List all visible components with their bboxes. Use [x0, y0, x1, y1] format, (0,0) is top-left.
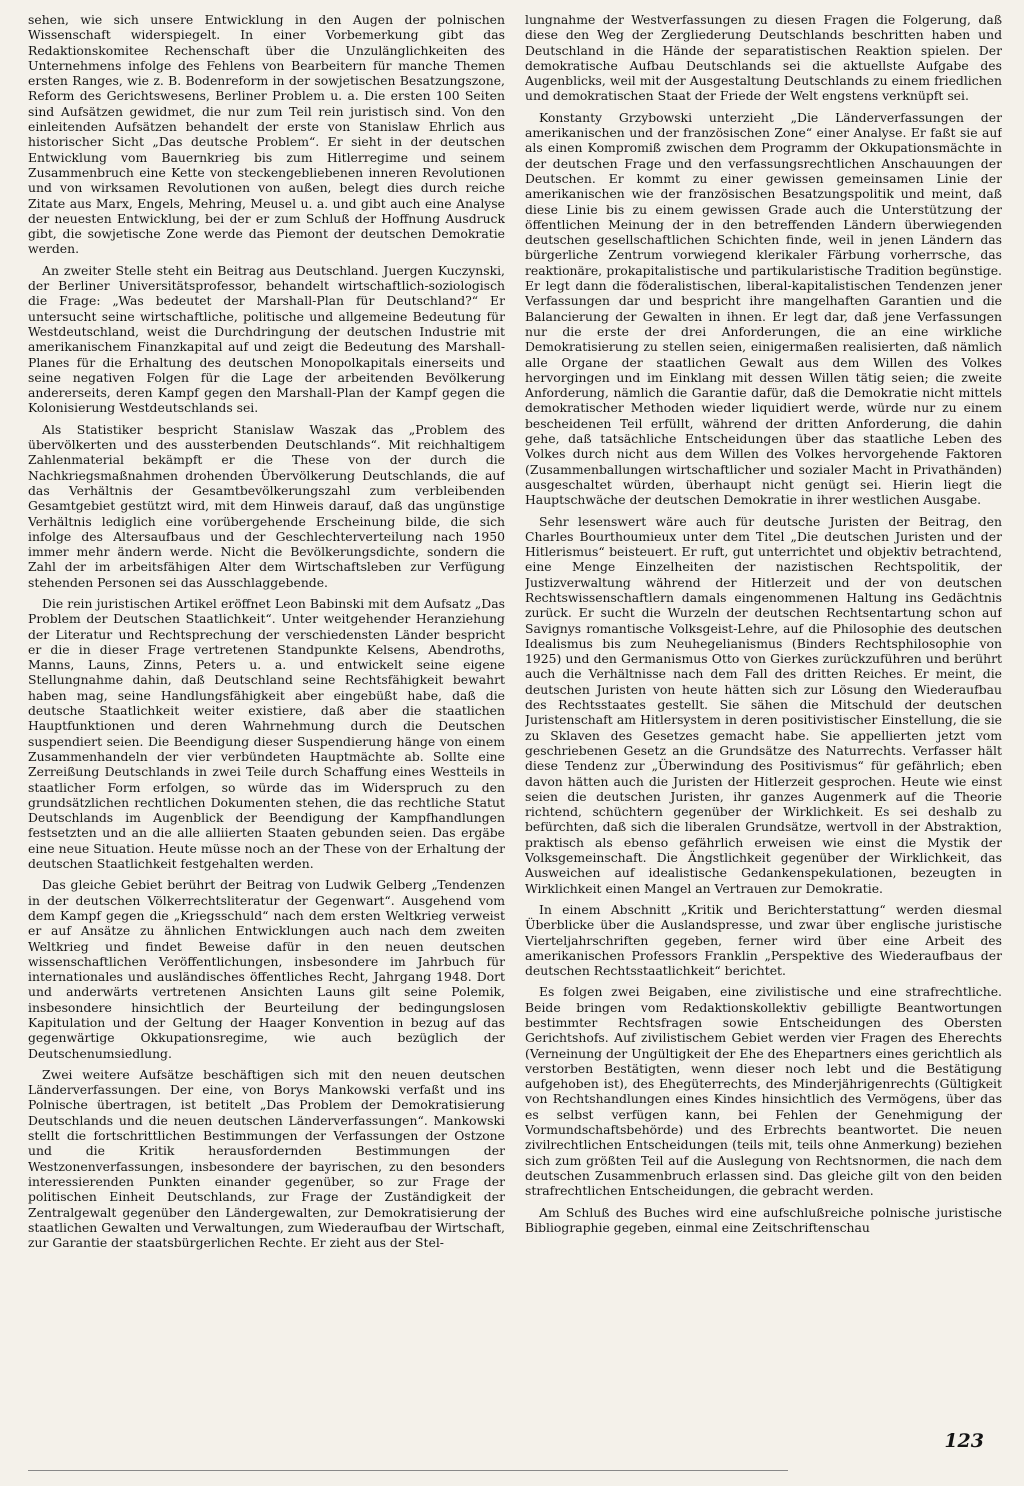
paragraph: In einem Abschnitt „Kritik und Berichterstattung“ werden diesmal Überblicke über die Auslandspresse, und zwar über englische juristische Vierteljahrschriften gegeben, ferner wird über eine Arbeit des amerikanischen Professors Franklin „Perspektive des Wiederaufbaus der deutschen Rechtsstaatlichkeit“ berichtet.	[525, 901, 1002, 979]
text-columns	[28, 12, 1002, 1408]
paragraph: Die rein juristischen Artikel eröffnet Leon Babinski mit dem Aufsatz „Das Problem der Deutschen Staatlichkeit“. Unter weitgehender Heranziehung der Literatur und Rechtsprechung der verschiedensten Länder bespricht er die in dieser Frage vertretenen Standpunkte Kelsens, Abendroths, Manns, Launs, Zinns, Peters u. a. und entwickelt seine eigene Stellungnahme dahin, daß Deutschland seine Rechtsfähigkeit bewahrt haben mag, seine Handlungsfähigkeit aber eingebüßt habe, daß die deutsche Staatlichkeit weiter existiere, daß aber die staatlichen Hauptfunktionen und deren Wahrnehmung durch die Deutschen suspendiert seien. Die Beendigung dieser Suspendierung hänge von einem Zusammenhandeln der vier verbündeten Hauptmächte ab. Sollte eine Zerreißung Deutschlands in zwei Teile durch Schaffung eines Westteils in staatlicher Form erfolgen, so würde das im Widerspruch zu den grundsätzlichen rechtlichen Dokumenten stehen, die das rechtliche Statut Deutschlands im Augenblick der Beendigung der Kampfhandlungen festsetzten und an die alle alliierten Staaten gebunden seien. Das ergäbe eine neue Situation. Heute müsse noch an der These von der Erhaltung der deutschen Staatlichkeit festgehalten werden.	[28, 595, 505, 872]
footer-rule	[28, 1470, 788, 1471]
paragraph: Zwei weitere Aufsätze beschäftigen sich mit den neuen deutschen Länderverfassungen. Der eine, von Borys Mankowski verfaßt und ins Polnische übertragen, ist betitelt „Das Problem der Demokratisierung Deutschlands und die neuen deutschen Länderverfassungen“. Mankowski stellt die fortschrittlichen Bestimmungen der Verfassungen der Ostzone und die Kritik herausfordernden Bestimmungen der Westzonenverfassungen, insbesondere der bayrischen, zu den besonders interessierenden Punkten einander gegenüber, so zur Frage der politischen Einheit Deutschlands, zur Frage der Zuständigkeit der Zentralgewalt gegenüber den Ländergewalten, zur Demokratisierung der staatlichen Gewalten und Verwaltungen, zum Wiederaufbau der Wirtschaft, zur Garantie der staatsbürgerlichen Rechte. Er zieht aus der Stel-	[28, 1066, 505, 1251]
right-column	[525, 12, 1002, 1408]
paragraph: An zweiter Stelle steht ein Beitrag aus Deutschland. Juergen Kuczynski, der Berliner Universitätsprofessor, behandelt wirtschaftlich-soziologisch die Frage: „Was bedeutet der Marshall-Plan für Deutschland?“ Er untersucht seine wirtschaftliche, politische und allgemeine Bedeutung für Westdeutschland, weist die Durchdringung der deutschen Industrie mit amerikanischem Finanzkapital auf und zeigt die Bedeutung des Marshall-Planes für die Erhaltung des deutschen Monopolkapitals einerseits und seine negativen Folgen für die Lage der arbeitenden Bevölkerung andererseits, deren Kampf gegen den Marshall-Plan der Kampf gegen die Kolonisierung Westdeutschlands sei.	[28, 262, 505, 416]
page-number: 123	[944, 1430, 984, 1452]
paragraph: Als Statistiker bespricht Stanislaw Waszak das „Problem des übervölkerten und des aussterbenden Deutschlands“. Mit reichhaltigem Zahlenmaterial bekämpft er die These von der durch die Nachkriegsmaßnahmen drohenden Übervölkerung Deutschlands, die auf das Verhältnis der Gesamtbevölkerungszahl zum verbleibenden Gesamtgebiet gestützt wird, mit dem Hinweis darauf, daß das ungünstige Verhältnis lediglich eine vorübergehende Erscheinung bilde, die sich infolge des Altersaufbaus und der Geschlechterverteilung nach 1950 immer mehr ändern werde. Nicht die Bevölkerungsdichte, sondern die Zahl der im arbeitsfähigen Alter dem Wirtschaftsleben zur Verfügung stehenden Personen sei das Ausschlaggebende.	[28, 421, 505, 590]
paragraph: Konstanty Grzybowski unterzieht „Die Länderverfassungen der amerikanischen und der französischen Zone“ einer Analyse. Er faßt sie auf als einen Kompromiß zwischen dem Programm der Okkupationsmächte in der deutschen Frage und den verfassungsrechtlichen Anschauungen der Deutschen. Er kommt zu einer gewissen gemeinsamen Linie der amerikanischen wie der französischen Besatzungspolitik und meint, daß diese Linie bis zu einem gewissen Grade auch die Unterstützung der öffentlichen Meinung der in den betreffenden Ländern überwiegenden deutschen gesellschaftlichen Schichten finde, weil in jenen Ländern das bürgerliche Zentrum vorwiegend klerikaler Färbung vorherrsche, das reaktionäre, prokapitalistische und partikularistische Tradition begünstige. Er legt dann die föderalistischen, liberal-kapitalistischen Tendenzen jener Verfassungen dar und bespricht ihre mangelhaften Garantien und die Balancierung der Gewalten in ihnen. Er legt dar, daß jene Verfassungen nur die erste der drei Anforderungen, die an eine wirkliche Demokratisierung zu stellen seien, einigermaßen realisierten, daß nämlich alle Organe der staatlichen Gewalt aus dem Willen des Volkes hervorgingen und im Einklang mit dessen Willen tätig seien; die zweite Anforderung, nämlich die Garantie dafür, daß die Demokratie nicht mittels demokratischer Methoden wieder liquidiert werde, würde nur zu einem bescheidenen Teil erfüllt, während der dritten Anforderung, die dahin gehe, daß tatsächliche Entscheidungen über das staatliche Leben des Volkes durch nicht aus dem Willen des Volkes hervorgehende Faktoren (Zusammenballungen wirtschaftlicher und sozialer Macht in Privathänden) ausgeschaltet würden, überhaupt nicht genügt sei. Hierin liegt die Hauptschwäche der deutschen Demokratie in ihrer westlichen Ausgabe.	[525, 109, 1002, 508]
paragraph: Sehr lesenswert wäre auch für deutsche Juristen der Beitrag, den Charles Bourthoumieux unter dem Titel „Die deutschen Juristen und der Hitlerismus“ beisteuert. Er ruft, gut unterrichtet und objektiv betrachtend, eine Menge Einzelheiten der nazistischen Rechtspolitik, der Justizverwaltung während der Hitlerzeit und der von deutschen Rechtswissenschaftlern damals eingenommenen Haltung ins Gedächtnis zurück. Er sucht die Wurzeln der deutschen Rechtsentartung schon auf Savignys romantische Volksgeist-Lehre, auf die Philosophie des deutschen Idealismus bis zum Neuhegelianismus (Binders Rechtsphilosophie von 1925) und den Germanismus Otto von Gierkes zurückzuführen und berührt auch die Verhältnisse nach dem Fall des dritten Reiches. Er meint, die deutschen Juristen von heute hätten sich zur Lösung den Wiederaufbau des Rechtsstaates gestellt. Sie sähen die Mitschuld der deutschen Juristenschaft am Hitlersystem in deren positivistischer Einstellung, die sie zu Sklaven des Gesetzes gemacht habe. Sie appellierten jetzt vom geschriebenen Gesetz an die Grundsätze des Naturrechts. Verfasser hält diese Tendenz zur „Überwindung des Positivismus“ für gefährlich; eben davon hätten auch die Juristen der Hitlerzeit gesprochen. Heute wie einst seien die deutschen Juristen, ihr ganzes Augenmerk auf die Theorie richtend, schüchtern gegenüber der Wirklichkeit. Es sei deshalb zu befürchten, daß sich die liberalen Grundsätze, wertvoll in der Abstraktion, praktisch als ebenso gefährlich erweisen wie einst die Mystik der Volksgemeinschaft. Die Ängstlichkeit gegenüber der Wirklichkeit, das Ausweichen auf idealistische Gedankenspekulationen, bezeugten in Wirklichkeit einen Mangel an Vertrauen zur Demokratie.	[525, 513, 1002, 896]
paragraph: Es folgen zwei Beigaben, eine zivilistische und eine strafrechtliche. Beide bringen vom Redaktionskollektiv gebilligte Beantwortungen bestimmter Rechtsfragen sowie Entscheidungen des Obersten Gerichtshofs. Auf zivilistischem Gebiet werden vier Fragen des Eherechts (Verneinung der Ungültigkeit der Ehe des Ehepartners eines gerichtlich als verstorben Bestätigten, wenn dieser noch lebt und die Bestätigung aufgehoben ist), des Ehegüterrechts, des Minderjährigenrechts (Gültigkeit von Rechtshandlungen eines Kindes hinsichtlich des Vermögens, über das es selbst verfügen kann, bei Fehlen der Genehmigung der Vormundschaftsbehörde) und des Erbrechts beantwortet. Die neuen zivilrechtlichen Entscheidungen (teils mit, teils ohne Anmerkung) beziehen sich zum größten Teil auf die Auslegung von Rechtsnormen, die nach dem deutschen Zusammenbruch erlassen sind. Das gleiche gilt von den beiden strafrechtlichen Entscheidungen, die gebracht werden.	[525, 984, 1002, 1199]
paragraph: sehen, wie sich unsere Entwicklung in den Augen der polnischen Wissenschaft widerspiegelt. In einer Vorbemerkung gibt das Redaktionskomitee Rechenschaft über die Unzulänglichkeiten des Unternehmens infolge des Fehlens von Bearbeitern für manche Themen ersten Ranges, wie z. B. Bodenreform in der sowjetischen Besatzungszone, Reform des Gerichtswesens, Berliner Problem u. a. Die ersten 100 Seiten sind Aufsätzen gewidmet, die nur zum Teil rein juristisch sind. Von den einleitenden Aufsätzen behandelt der erste von Stanislaw Ehrlich aus historischer Sicht „Das deutsche Problem“. Er sieht in der deutschen Entwicklung vom Bauernkrieg bis zum Hitlerregime und seinem Zusammenbruch eine Kette von steckengebliebenen inneren Revolutionen und von wirksamen Revolutionen von außen, belegt dies durch reiche Zitate aus Marx, Engels, Mehring, Meusel u. a. und gibt auch eine Analyse der neuesten Entwicklung, bei der er zum Schluß der Hoffnung Ausdruck gibt, die sowjetische Zone werde das Piemont der deutschen Demokratie werden.	[28, 12, 505, 257]
left-column	[28, 12, 505, 1408]
paragraph: lungnahme der Westverfassungen zu diesen Fragen die Folgerung, daß diese den Weg der Zergliederung Deutschlands beschritten haben und Deutschland in die Hände der separatistischen Reaktion spielen. Der demokratische Aufbau Deutschlands sei die aktuellste Aufgabe des Augenblicks, weil mit der Ausgestaltung Deutschlands zu einem friedlichen und demokratischen Staat der Friede der Welt engstens verknüpft sei.	[525, 12, 1002, 104]
paragraph: Am Schluß des Buches wird eine aufschlußreiche polnische juristische Bibliographie gegeben, einmal eine Zeitschriftenschau	[525, 1204, 1002, 1235]
paragraph: Das gleiche Gebiet berührt der Beitrag von Ludwik Gelberg „Tendenzen in der deutschen Völkerrechtsliteratur der Gegenwart“. Ausgehend vom dem Kampf gegen die „Kriegsschuld“ nach dem ersten Weltkrieg verweist er auf Ansätze zu ähnlichen Entwicklungen auch nach dem zweiten Weltkrieg und findet Beweise dafür in den neuen deutschen wissenschaftlichen Veröffentlichungen, insbesondere im Jahrbuch für internationales und ausländisches öffentliches Recht, Jahrgang 1948. Dort und anderwärts vertretenen Ansichten Launs gilt seine Polemik, insbesondere hinsichtlich der Beurteilung der bedingungslosen Kapitulation und der Geltung der Haager Konvention in bezug auf das gegenwärtige Okkupationsregime, wie auch bezüglich der Deutschenumsiedlung.	[28, 877, 505, 1061]
